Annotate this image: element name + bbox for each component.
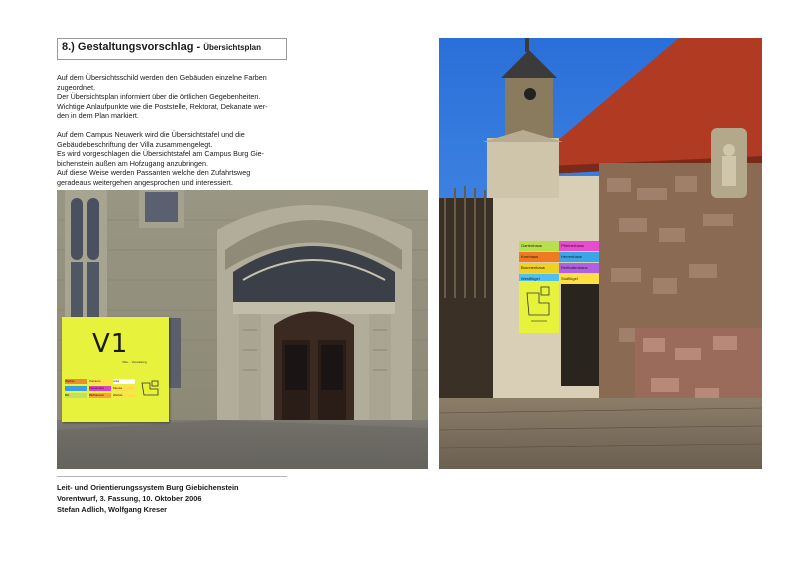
building-label: Kornhaus [519, 252, 559, 262]
section-title-box [57, 38, 287, 60]
room-chip: Aula [113, 379, 135, 384]
footer-authors: Stefan Adlich, Wolfgang Kreser [57, 505, 168, 514]
v1-sign-subtitle: Villa ... Verwaltung [122, 360, 147, 364]
room-chip: Werkst. [65, 379, 87, 384]
text-line: Auf dem Übersichtsschild werden den Gebäuden einzelne Farben [57, 73, 267, 82]
site-map-sketch [519, 281, 559, 333]
text-line: bichenstein außen am Hofzugang anzubringen. [57, 158, 209, 168]
footer-version: Vorentwurf, 3. Fassung, 10. Oktober 2006 [57, 494, 202, 503]
room-chip: Vorraum [89, 379, 111, 384]
footer-divider [57, 476, 287, 477]
text-line: den in dem Plan markiert. [57, 111, 139, 121]
room-chip: Mensa [113, 386, 135, 391]
description-paragraph-1 [57, 73, 297, 121]
text-line: geradeaus weitergehen angesprochen und interessiert. [57, 177, 233, 187]
footer-project: Leit- und Orientierungssystem Burg Giebichenstein [57, 483, 239, 492]
room-chip: Fotowerkst. [89, 386, 111, 391]
building-label: Herrenhaus [559, 252, 599, 262]
text-line: zugeordnet. [57, 82, 95, 92]
building-label: Westflügel [519, 274, 559, 284]
text-line: Es wird vorgeschlagen die Übersichtstafel am Campus Burg Gie- [57, 149, 264, 159]
building-color-sign [519, 241, 599, 286]
room-chip: Bildhauerei [89, 393, 111, 398]
v1-overview-sign [62, 317, 169, 422]
description-paragraph-2 [57, 130, 297, 188]
building-label: Brunnenhaus [519, 263, 559, 273]
section-subtitle: Übersichtsplan [203, 43, 261, 52]
text-line: Der Übersichtsplan informiert über die örtlichen Gegebenheiten. [57, 92, 261, 102]
castle-gate-photo [439, 38, 762, 469]
site-plan-panel [519, 281, 559, 333]
text-line: Gebäudebeschriftung der Villa zusammengelegt. [57, 139, 213, 149]
building-label: Gartenhaus [519, 241, 559, 251]
building-label: Pförtnerhaus [559, 241, 599, 251]
building-label: Südflügel [559, 274, 599, 284]
castle-illustration [439, 38, 762, 469]
villa-entrance-photo [57, 190, 428, 469]
footer-credits [57, 482, 239, 515]
v1-sign-title: V1 [92, 329, 129, 359]
room-chip: ... [65, 386, 87, 391]
section-title: 8.) Gestaltungsvorschlag - [62, 41, 204, 53]
site-map-sketch [140, 379, 162, 399]
building-label: Reithallenhaus [559, 263, 599, 273]
room-chip: Bib. [65, 393, 87, 398]
text-line: Wichtige Anlaufpunkte wie die Poststelle, Rektorat, Dekanate wer- [57, 101, 268, 111]
room-chip-grid [65, 379, 137, 398]
room-chip: Werkst. [113, 393, 135, 398]
text-line: Auf dem Campus Neuwerk wird die Übersichtstafel und die [57, 130, 245, 139]
text-line: Auf diese Weise werden Passanten welche den Zufahrtsweg [57, 168, 251, 178]
